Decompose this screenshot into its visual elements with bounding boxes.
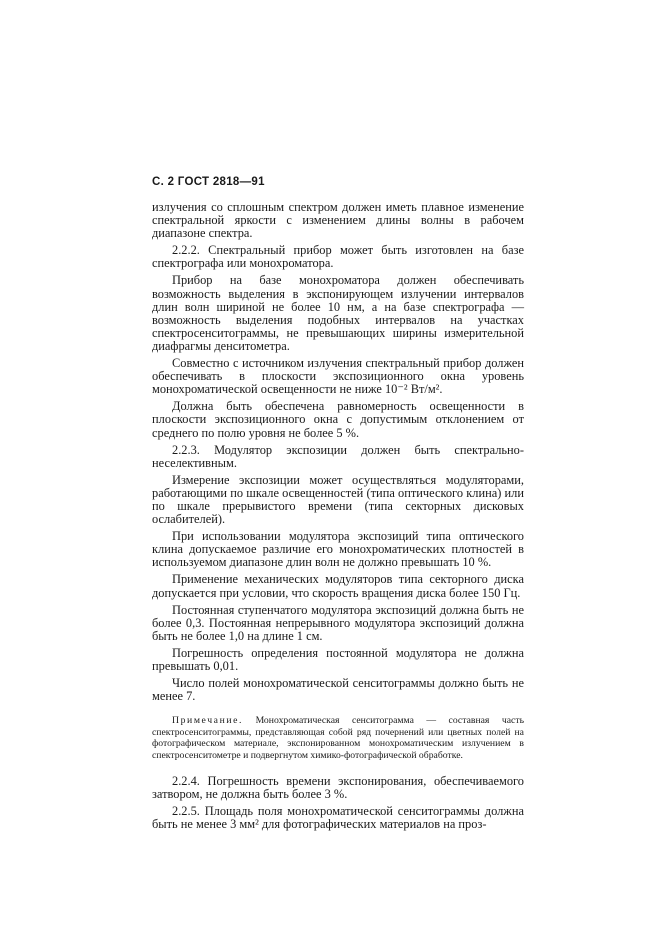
note [152, 715, 524, 761]
paragraph-field-count: Число полей монохроматической сенситограммы должно быть не менее 7. [152, 676, 524, 704]
paragraph-2-2-4: 2.2.4. Погрешность времени экспонирования, обеспечиваемого затвором, не должна быть более 3 %. [152, 773, 524, 801]
paragraph-modulator-constant: Постоянная ступенчатого модулятора экспозиций должна быть не более 0,3. Постоянная непрерывного модулятора экспозиций должна быть не более 1,0 на длине 1 см. [152, 602, 524, 643]
paragraph-optical-wedge: При использовании модулятора экспозиций типа оптического клина допускаемое различие его монохроматических плотностей в используемом диапазоне длин волн не должно превышать 10 %. [152, 529, 524, 570]
paragraph-sector-disk: Применение механических модуляторов типа секторного диска допускается при условии, что скорость вращения диска более 150 Гц. [152, 572, 524, 600]
paragraph-continuation: излучения со сплошным спектром должен иметь плавное изменение спектральной яркости с изменением длины волны в рабочем диапазоне спектра. [152, 200, 524, 241]
paragraph-2-2-2: 2.2.2. Спектральный прибор может быть изготовлен на базе спектрографа или монохроматора. [152, 243, 524, 271]
paragraph-monochromator: Прибор на базе монохроматора должен обеспечивать возможность выделения в экспонирующем излучении интервалов длин волн шириной не более 10 нм, а на базе спектрографа — возможность выделения подобных интервалов на участках спектросенситограммы, не превышающих ширины измерительной диафрагмы денситометра. [152, 273, 524, 353]
paragraph-uniformity: Должна быть обеспечена равномерность освещенности в плоскости экспозиционного окна с допустимым отклонением от среднего по полю уровня не более 5 %. [152, 399, 524, 440]
note-label: Примечание. [172, 715, 244, 727]
paragraph-exposure-measurement: Измерение экспозиции может осуществляться модуляторами, работающими по шкале освещенностей (типа оптического клина) или по шкале прерывистого времени (типа секторных дисковых ослабителей). [152, 472, 524, 527]
paragraph-2-2-5: 2.2.5. Площадь поля монохроматической сенситограммы должна быть не менее 3 мм² для фотографических материалов на проз- [152, 804, 524, 832]
paragraph-illuminance-level: Совместно с источником излучения спектральный прибор должен обеспечивать в плоскости экспозиционного окна уровень монохроматической освещенности не ниже 10⁻² Вт/м². [152, 356, 524, 397]
paragraph-2-2-3: 2.2.3. Модулятор экспозиции должен быть спектрально-неселективным. [152, 442, 524, 470]
note-text: Монохроматическая сенситограмма — составная часть спектросенситограммы, представляющая собой ряд почернений или цветных полей на фотографическом материале, экспонированном монохроматическим излучением в спектросенситометре и подвергнутом химико-фотографической обработке. [152, 715, 524, 761]
page-header: С. 2 ГОСТ 2818—91 [152, 176, 265, 188]
document-page [152, 176, 524, 835]
paragraph-error: Погрешность определения постоянной модулятора не должна превышать 0,01. [152, 645, 524, 673]
